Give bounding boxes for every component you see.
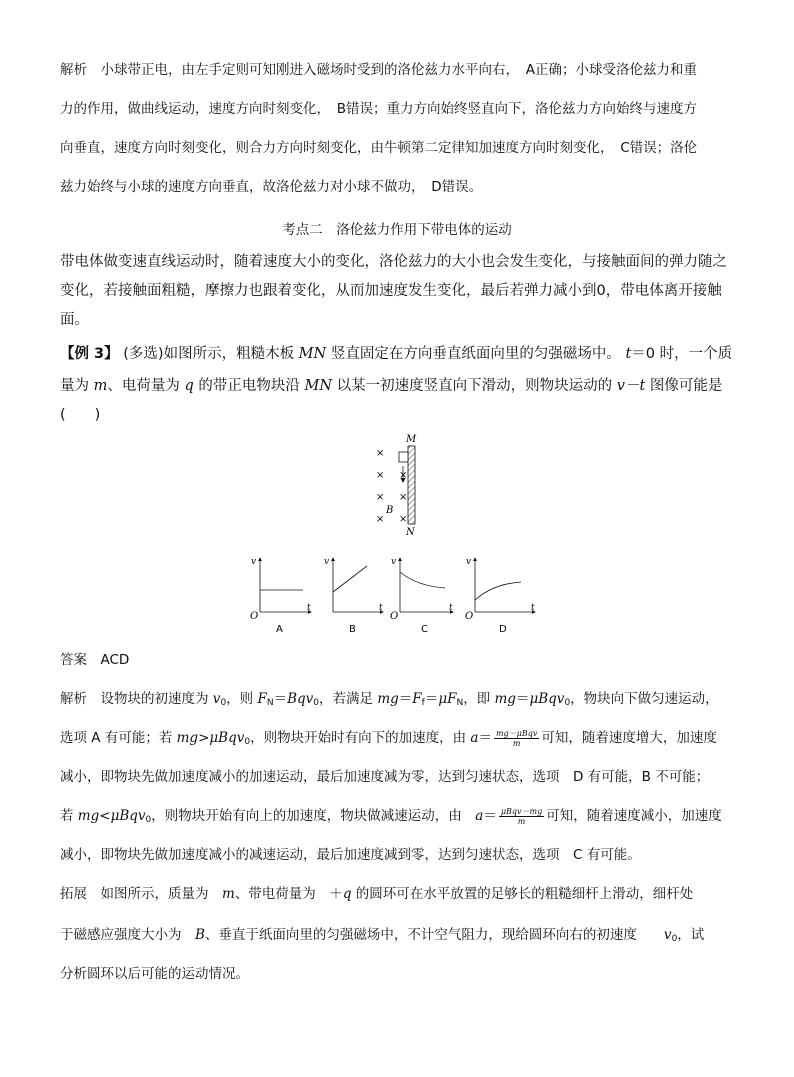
svg-text:v: v	[251, 557, 257, 567]
svg-text:t: t	[379, 603, 383, 613]
section-heading: 考点二 洛伦兹力作用下带电体的运动	[282, 222, 512, 238]
example-tag: 【例 3】	[60, 346, 119, 362]
body-line3: 面。	[60, 312, 89, 328]
graph-label-C: C	[421, 624, 428, 635]
extension-line2: 于磁感应强度大小为 B、垂直于纸面向里的匀强磁场中，不计空气阻力，现给圆环向右的初速度 $v_0$，试	[60, 927, 705, 944]
svg-text:v: v	[391, 557, 397, 567]
label-B: B	[386, 505, 394, 516]
label-M: M	[406, 434, 417, 445]
analysis2-line5: 减小，即物块先做加速度减小的减速运动，最后加速度减到零，达到匀速状态，选项 C 有可能。	[60, 847, 641, 863]
analysis2-line3: 减小，即物块先做加速度减小的加速运动，最后加速度减为零，达到匀速状态，选项 D 有可能，B 不可能；	[60, 769, 710, 785]
curve-B	[333, 566, 367, 592]
svg-text:v: v	[324, 557, 330, 567]
field-cross: ×	[376, 448, 385, 459]
graph-label-B: B	[349, 624, 356, 635]
answer: 答案 ACD	[60, 652, 130, 668]
fraction-accel-1: $\frac{\text{mg－μBqv}}{m}$	[495, 728, 538, 748]
example-line3: ( )	[60, 407, 101, 423]
field-cross: ×	[376, 514, 385, 525]
extension-line3: 分析圆环以后可能的运动情况。	[60, 966, 249, 982]
field-cross: ×	[399, 470, 408, 481]
field-cross: ×	[376, 470, 385, 481]
graph-C	[390, 557, 453, 635]
board-figure	[366, 428, 436, 540]
graph-D	[465, 557, 535, 635]
svg-text:t: t	[307, 603, 311, 613]
example-line2: 量为 m、电荷量为 q 的带正电物块沿 MN 以某一初速度竖直向下滑动，则物块运动的 v－t 图像可能是	[60, 378, 723, 394]
label-N: N	[406, 527, 415, 538]
curve-C	[400, 572, 445, 588]
field-cross: ×	[399, 514, 408, 525]
body-line1: 带电体做变速直线运动时，随着速度大小的变化，洛伦兹力的大小也会发生变化，与接触面间的弹力随之	[60, 254, 727, 270]
graph-A	[250, 557, 311, 635]
graph-B	[324, 557, 383, 635]
svg-text:O: O	[465, 611, 474, 622]
analysis2-line2: 选项 A 有可能；若 mg>μBqv$_0$，则物块开始时有向下的加速度，由 a＝ $\frac{\text{mg－μBqv}}{m}$ 可知，随着速度增大，加速度	[60, 728, 717, 748]
block	[399, 452, 408, 462]
body-line2: 变化，若接触面粗糙，摩擦力也跟着变化，从而加速度发生变化，最后若弹力减小到0，带电体离开接触	[60, 283, 722, 299]
svg-text:t: t	[531, 603, 535, 613]
field-cross: ×	[376, 492, 385, 503]
analysis1-line2: 力的作用，做曲线运动，速度方向时刻变化， B错误；重力方向始终竖直向下，洛伦兹力方向始终与速度方	[60, 101, 698, 117]
vt-graphs	[245, 552, 545, 638]
curve-D	[475, 582, 521, 600]
svg-text:v: v	[466, 557, 472, 567]
analysis1-line1: 解析 小球带正电，由左手定则可知刚进入磁场时受到的洛伦兹力水平向右， A正确；小球受洛伦兹力和重	[60, 62, 697, 78]
graph-label-A: A	[276, 624, 283, 635]
extension-line1: 拓展 如图所示，质量为 m、带电荷量为 ＋q 的圆环可在水平放置的足够长的粗糙细杆上滑动，细杆处	[60, 886, 694, 902]
example-line1: 【例 3】 (多选)如图所示，粗糙木板 MN 竖直固定在方向垂直纸面向里的匀强磁场中。 t＝0 时，一个质	[60, 346, 733, 362]
analysis1-line4: 兹力始终与小球的速度方向垂直，故洛伦兹力对小球不做功， D错误。	[60, 179, 483, 195]
analysis2-line1: 解析 设物块的初速度为 $v_0$，则 $F_N=Bqv_0$，若满足 $mg=F_f=\mu F_N$，即 mg＝μBqv$_0$，物块向下做匀速运动，	[60, 691, 719, 708]
svg-text:O: O	[390, 611, 399, 622]
analysis1-line3: 向垂直，速度方向时刻变化，则合力方向时刻变化，由牛顿第二定律知加速度方向时刻变化， C错误；洛伦	[60, 140, 698, 156]
svg-text:O: O	[250, 611, 259, 622]
field-cross: ×	[399, 492, 408, 503]
fraction-accel-2: $\frac{\text{μBqv－mg}}{m}$	[500, 806, 543, 826]
graph-label-D: D	[499, 624, 507, 635]
board-mn	[408, 446, 415, 524]
analysis2-line4: 若 mg<μBqv$_0$，则物块开始有向上的加速度，物块做减速运动，由 a＝ $\frac{\text{μBqv－mg}}{m}$ 可知，随着速度减小，加速度	[60, 806, 722, 826]
svg-text:t: t	[449, 603, 453, 613]
